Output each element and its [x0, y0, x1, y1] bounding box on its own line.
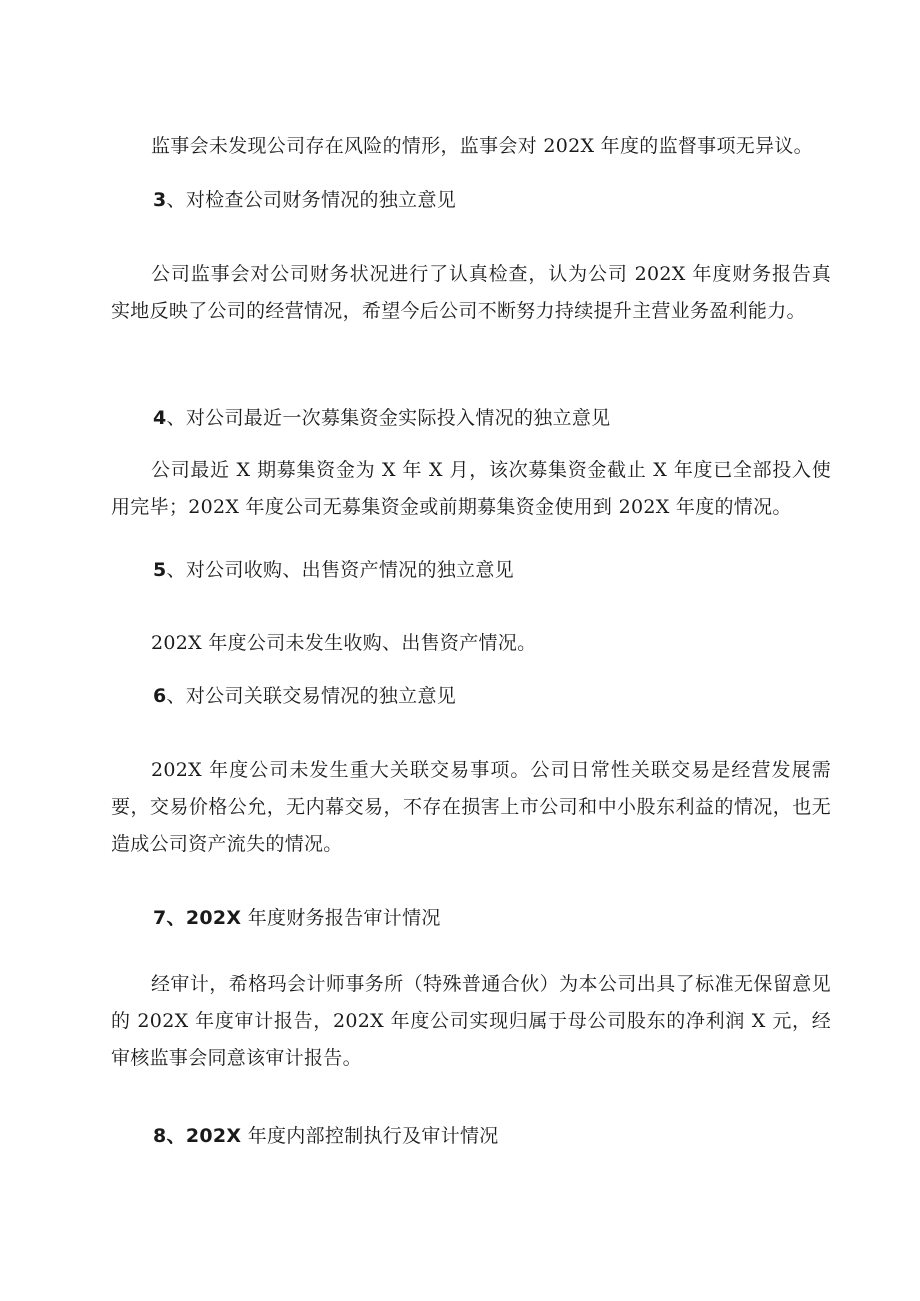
heading-section-4 [153, 400, 833, 437]
heading-number: 3 [153, 189, 167, 211]
heading-text: 对公司最近一次募集资金实际投入情况的独立意见 [185, 407, 611, 429]
heading-text: 年度财务报告审计情况 [247, 907, 441, 929]
paragraph-related-transactions: 202X 年度公司未发生重大关联交易事项。公司日常性关联交易是经营发展需要，交易价格公允，无内幕交易，不存在损害上市公司和中小股东利益的情况，也无造成公司资产流失的情况。 [111, 759, 831, 855]
heading-section-3 [153, 182, 833, 219]
heading-number: 5 [153, 559, 167, 581]
heading-section-5 [153, 552, 833, 589]
heading-number: 6 [153, 685, 167, 707]
heading-separator: 、 [166, 189, 186, 211]
paragraph-fundraising: 公司最近 X 期募集资金为 X 年 X 月，该次募集资金截止 X 年度已全部投入使用完毕；202X 年度公司无募集资金或前期募集资金使用到 202X 年度的情况。 [111, 459, 831, 518]
heading-separator: 、 [166, 407, 186, 429]
heading-text: 对公司关联交易情况的独立意见 [185, 685, 457, 707]
heading-number: 8、202X [153, 1125, 242, 1147]
heading-section-7 [153, 900, 833, 937]
heading-separator: 、 [166, 559, 186, 581]
heading-section-8 [153, 1118, 833, 1155]
heading-separator: 、 [166, 685, 186, 707]
paragraph-asset-transactions: 202X 年度公司未发生收购、出售资产情况。 [151, 632, 537, 654]
paragraph-audit-report: 经审计，希格玛会计师事务所（特殊普通合伙）为本公司出具了标准无保留意见的 202X 年度审计报告，202X 年度公司实现归属于母公司股东的净利润 X 元，经审核监事会同意该审计报告。 [111, 973, 831, 1069]
heading-text: 对检查公司财务情况的独立意见 [185, 189, 457, 211]
heading-text: 对公司收购、出售资产情况的独立意见 [185, 559, 514, 581]
heading-text: 年度内部控制执行及审计情况 [247, 1125, 499, 1147]
paragraph-financial-check: 公司监事会对公司财务状况进行了认真检查，认为公司 202X 年度财务报告真实地反映了公司的经营情况，希望今后公司不断努力持续提升主营业务盈利能力。 [111, 263, 831, 322]
heading-section-6 [153, 678, 833, 715]
heading-number: 4 [153, 407, 167, 429]
heading-number: 7、202X [153, 907, 242, 929]
paragraph-supervision-conclusion: 监事会未发现公司存在风险的情形，监事会对 202X 年度的监督事项无异议。 [151, 135, 813, 157]
